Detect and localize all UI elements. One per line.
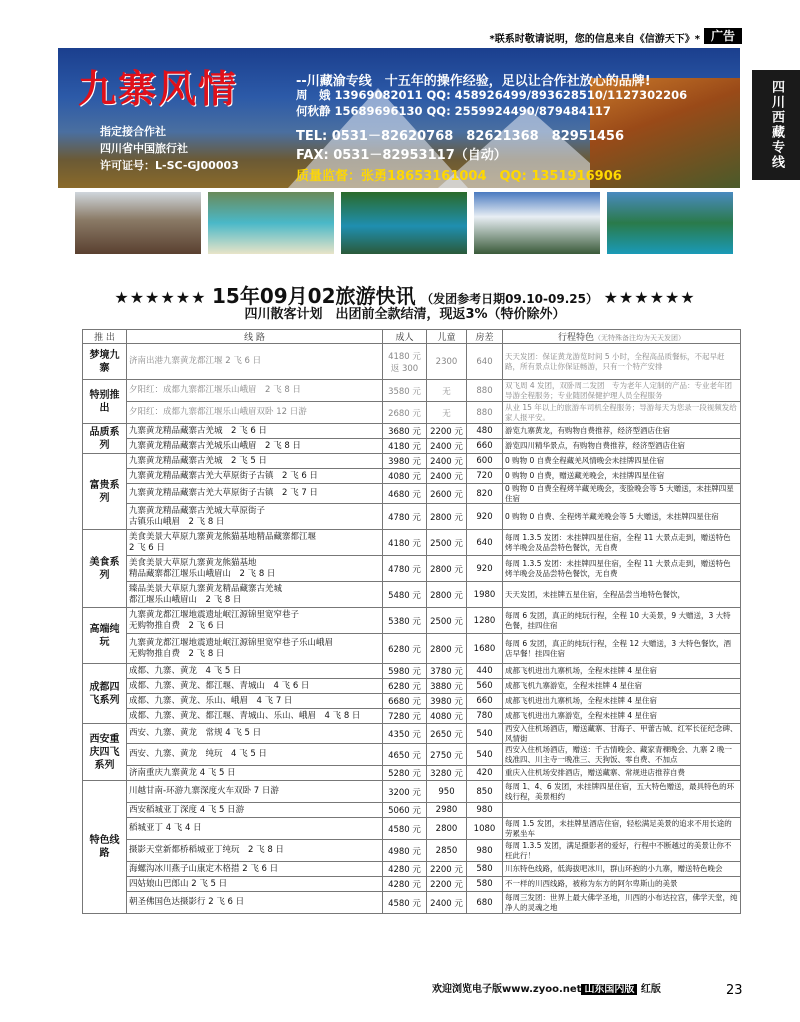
room-diff-cell: 850 [467, 781, 503, 803]
route-cell: 成都、九寨、黄龙 4 飞 5 日 [127, 664, 383, 679]
adult-price-cell: 7280 元 [383, 709, 427, 724]
table-row [83, 679, 741, 694]
category-cell: 成都四飞系列 [83, 664, 127, 724]
room-diff-cell: 480 [467, 424, 503, 439]
adult-price-cell: 5380 元 [383, 608, 427, 634]
feature-cell: 西安入住机场酒店，赠送：千古情晚会、藏家青稞晚会、九寨 2 晚一线准四、川主寺一晚准三、天狗饭、零自费、不加点 [503, 744, 741, 766]
feature-cell: 每周 6 发团，真正的纯玩行程，全程 10 大美景，9 大赠送，3 大特色餐，挂四住宿 [503, 608, 741, 634]
route-cell: 臻品美景大草原九寨黄龙精品藏寨古羌城 都江堰乐山峨眉山 2 飞 8 日 [127, 582, 383, 608]
feature-cell: 成都飞机进出九寨机场，全程未挂牌 4 星住宿 [503, 664, 741, 679]
table-row [83, 781, 741, 803]
child-price-cell: 2800 元 [427, 634, 467, 664]
child-price-cell: 无 [427, 380, 467, 402]
route-cell: 夕阳红：成都九寨都江堰乐山峨眉双卧 12 日游 [127, 402, 383, 424]
child-price-cell: 3880 元 [427, 679, 467, 694]
category-cell: 高端纯玩 [83, 608, 127, 664]
feature-cell: 成都飞机进出九寨游览，全程未挂牌 4 星住宿 [503, 709, 741, 724]
banner-contact-2: 何秋静 15689696130 QQ: 2559924490/879484117 [296, 104, 611, 118]
room-diff-cell: 780 [467, 709, 503, 724]
footer [432, 982, 702, 998]
photo-strip [75, 192, 740, 254]
route-cell: 九寨黄龙精品藏寨古羌城 2 飞 6 日 [127, 424, 383, 439]
category-cell: 美食系列 [83, 530, 127, 608]
brand-logo: 九寨风情 [78, 67, 239, 111]
header-col-feature [503, 330, 741, 344]
room-diff-cell: 420 [467, 766, 503, 781]
feature-cell: 每周 1.3.5 发团，满足摄影者的爱好，行程中不断越过的美景让你不枉此行！ [503, 840, 741, 862]
table-row [83, 380, 741, 402]
feature-cell: 游览四川精华景点，有购物自费推荐，经济型酒店住宿 [503, 439, 741, 454]
room-diff-cell: 880 [467, 380, 503, 402]
feature-cell [503, 803, 741, 818]
child-price-cell: 3980 元 [427, 694, 467, 709]
header-col-route: 线 路 [127, 330, 383, 344]
table-row [83, 424, 741, 439]
feature-cell: 从业 15 年以上的旅游车司机全程服务；导游每天为您录一段视频发给家人报平安。 [503, 402, 741, 424]
room-diff-cell: 920 [467, 556, 503, 582]
banner-sub-2: 四川省中国旅行社 [100, 142, 188, 155]
feature-cell: 每周 1、4、6 发团，未挂牌四星住宿，五大特色赠送，最具特色的环线行程，美景相约 [503, 781, 741, 803]
route-cell: 西安、九寨、黄龙 纯玩 4 飞 5 日 [127, 744, 383, 766]
route-cell: 九寨黄龙都江堰地震遗址岷江源锦里宽窄巷子乐山峨眉 无购物推自费 2 飞 8 日 [127, 634, 383, 664]
route-cell: 九寨黄龙精品藏寨古羌大草原街子古镇 2 飞 7 日 [127, 484, 383, 504]
room-diff-cell: 600 [467, 454, 503, 469]
adult-price-cell: 3200 元 [383, 781, 427, 803]
banner-quality: 质量监督：张勇18653161004 QQ: 1351916906 [296, 169, 622, 184]
table-row [83, 766, 741, 781]
child-price-cell: 2200 元 [427, 424, 467, 439]
child-price-cell: 2300 [427, 344, 467, 380]
adult-price-cell: 3980 元 [383, 454, 427, 469]
table-row [83, 556, 741, 582]
child-price-cell: 2800 元 [427, 582, 467, 608]
feature-cell: 天天发团：保证黄龙游览时间 5 小时，全程高品质餐标，不起早赶路，所有景点让你保证畅游，只有一个特产安排 [503, 344, 741, 380]
stars-right: ★★★★★★ [603, 288, 696, 307]
adult-price-cell: 3680 元 [383, 424, 427, 439]
footer-text: 欢迎浏览电子版www.zyoo.net [432, 984, 582, 995]
adult-price-cell: 4780 元 [383, 556, 427, 582]
child-price-cell: 2400 元 [427, 469, 467, 484]
header-col-diff: 房差 [467, 330, 503, 344]
child-price-cell: 2200 元 [427, 862, 467, 877]
child-price-cell: 3280 元 [427, 766, 467, 781]
adult-price-cell: 5060 元 [383, 803, 427, 818]
table-row [83, 892, 741, 914]
table-row [83, 634, 741, 664]
feature-cell: 0 购物 0 自费全程藏羌风情晚会未挂牌四星住宿 [503, 454, 741, 469]
category-cell: 西安重庆四飞系列 [83, 724, 127, 781]
route-cell: 成都、九寨、黄龙、都江堰、青城山 4 飞 6 日 [127, 679, 383, 694]
headline-title: 15年09月02旅游快讯 [212, 284, 416, 308]
route-cell: 四姑娘山巴郎山 2 飞 5 日 [127, 877, 383, 892]
route-cell: 九寨黄龙精品藏寨古羌城 2 飞 5 日 [127, 454, 383, 469]
header-col-push: 推 出 [83, 330, 127, 344]
room-diff-cell: 980 [467, 803, 503, 818]
adult-price-cell: 6280 元 [383, 634, 427, 664]
photo-pools [208, 192, 334, 254]
ad-tag: 广告 [704, 28, 742, 44]
adult-price-cell: 4080 元 [383, 469, 427, 484]
adult-price-cell: 4280 元 [383, 862, 427, 877]
table-row [83, 664, 741, 679]
room-diff-cell: 1680 [467, 634, 503, 664]
feature-cell: 每周三发团：世界上最大佛学圣地，川西的小布达拉宫，佛学天堂，纯净人的灵魂之地 [503, 892, 741, 914]
feature-cell: 每周 6 发团，真正的纯玩行程，全程 12 大赠送，3 大特色餐饮，酒店早餐！挂四住宿 [503, 634, 741, 664]
adult-price-cell: 4580 元 [383, 892, 427, 914]
category-cell: 梦境九寨 [83, 344, 127, 380]
banner-license: 许可证号：L-SC-GJ00003 [100, 159, 239, 172]
room-diff-cell: 640 [467, 530, 503, 556]
table-row [83, 582, 741, 608]
table-row [83, 439, 741, 454]
feature-cell: 西安入住机场酒店，赠送藏寨、甘海子、甲蕾古城、红军长征纪念碑、风情街 [503, 724, 741, 744]
adult-price-cell: 4650 元 [383, 744, 427, 766]
adult-price-cell: 4180 元 [383, 439, 427, 454]
table-row [83, 484, 741, 504]
stars-left: ★★★★★★ [114, 288, 207, 307]
room-diff-cell: 1980 [467, 582, 503, 608]
feature-cell: 0 购物 0 自费，赠送藏羌晚会，未挂牌四星住宿 [503, 469, 741, 484]
route-cell: 成都、九寨、黄龙、乐山、峨眉 4 飞 7 日 [127, 694, 383, 709]
adult-price-cell: 4350 元 [383, 724, 427, 744]
page-number: 23 [726, 983, 743, 998]
child-price-cell: 2850 [427, 840, 467, 862]
banner-contact-1: 周 娥 13969082011 QQ: 458926499/893628510/1127302206 [296, 88, 688, 102]
route-cell: 美食美景大草原九寨黄龙熊猫基地精品藏寨都江堰 2 飞 6 日 [127, 530, 383, 556]
category-cell: 特别推出 [83, 380, 127, 424]
adult-price-cell: 4680 元 [383, 484, 427, 504]
route-cell: 九寨黄龙精品藏寨古羌大草原街子古镇 2 飞 6 日 [127, 469, 383, 484]
room-diff-cell: 580 [467, 862, 503, 877]
photo-forest-lake [607, 192, 733, 254]
room-diff-cell: 680 [467, 892, 503, 914]
child-price-cell: 2800 元 [427, 504, 467, 530]
header-col-child: 儿童 [427, 330, 467, 344]
adult-price-cell: 3580 元 [383, 380, 427, 402]
room-diff-cell: 660 [467, 694, 503, 709]
adult-price-cell: 4280 元 [383, 877, 427, 892]
child-price-cell: 950 [427, 781, 467, 803]
table-row [83, 877, 741, 892]
feature-cell: 游览九寨黄龙，有购物自费推荐，经济型酒店住宿 [503, 424, 741, 439]
route-cell: 西安稻城亚丁深度 4 飞 5 日游 [127, 803, 383, 818]
room-diff-cell: 920 [467, 504, 503, 530]
feature-cell: 天天发团，未挂牌五星住宿，全程品尝当地特色餐饮， [503, 582, 741, 608]
route-cell: 济南重庆九寨黄龙 4 飞 5 日 [127, 766, 383, 781]
category-cell: 特色线路 [83, 781, 127, 914]
child-price-cell: 2500 元 [427, 530, 467, 556]
table-row [83, 454, 741, 469]
child-price-cell: 无 [427, 402, 467, 424]
adult-price-cell: 2680 元 [383, 402, 427, 424]
route-cell: 稻城亚丁 4 飞 4 日 [127, 818, 383, 840]
route-cell: 九寨黄龙精品藏寨古羌城乐山峨眉 2 飞 8 日 [127, 439, 383, 454]
table-row [83, 709, 741, 724]
room-diff-cell: 640 [467, 344, 503, 380]
table-row [83, 469, 741, 484]
feature-cell: 0 购物 0 自费全程烤羊藏羌晚会，变脸晚会等 5 大赠送，未挂牌四星住宿 [503, 484, 741, 504]
banner-tel: TEL: 0531－82620768 82621368 82951456 [296, 129, 625, 144]
child-price-cell: 2400 元 [427, 892, 467, 914]
adult-price-cell: 4980 元 [383, 840, 427, 862]
room-diff-cell: 1080 [467, 818, 503, 840]
adult-price-cell: 5980 元 [383, 664, 427, 679]
table-row [83, 744, 741, 766]
child-price-cell: 2200 元 [427, 877, 467, 892]
adult-price-cell: 4180 元 [383, 530, 427, 556]
footer-edition: 山东国内版 [581, 984, 637, 995]
room-diff-cell: 540 [467, 724, 503, 744]
route-cell: 美食美景大草原九寨黄龙熊猫基地 精品藏寨都江堰乐山峨眉山 2 飞 8 日 [127, 556, 383, 582]
route-cell: 摄影天堂新都桥稻城亚丁纯玩 2 飞 8 日 [127, 840, 383, 862]
route-cell: 九寨黄龙都江堰地震遗址岷江源锦里宽窄巷子 无购物推自费 2 飞 6 日 [127, 608, 383, 634]
category-cell: 富贵系列 [83, 454, 127, 530]
child-price-cell: 2400 元 [427, 439, 467, 454]
route-cell: 川越甘南-环游九寨深度火车双卧 7 日游 [127, 781, 383, 803]
room-diff-cell: 720 [467, 469, 503, 484]
child-price-cell: 2500 元 [427, 608, 467, 634]
feature-cell: 川东特色线路，低海拔吧冰川，群山环抱的小九寨，赠送特色晚会 [503, 862, 741, 877]
photo-lake [341, 192, 467, 254]
top-note: *联系时敬请说明，您的信息来自《信游天下》* [489, 34, 700, 45]
feature-cell: 重庆入住机场安排酒店，赠送藏寨、常规进店推荐自费 [503, 766, 741, 781]
feature-cell: 成都飞机进出九寨机场，全程未挂牌 4 星住宿 [503, 694, 741, 709]
adult-price-cell: 4580 元 [383, 818, 427, 840]
child-price-cell: 2800 元 [427, 556, 467, 582]
feature-cell: 0 购物 0 自费、全程烤羊藏羌晚会等 5 大赠送，未挂牌四星住宿 [503, 504, 741, 530]
adult-price-cell: 4180 元 返 300 [383, 344, 427, 380]
table-row [83, 504, 741, 530]
adult-price-cell: 5480 元 [383, 582, 427, 608]
adult-price-cell: 4780 元 [383, 504, 427, 530]
room-diff-cell: 820 [467, 484, 503, 504]
room-diff-cell: 580 [467, 877, 503, 892]
footer-red: 红版 [640, 984, 661, 995]
feature-cell: 成都飞机九寨游览，全程未挂牌 4 星住宿 [503, 679, 741, 694]
route-cell: 成都、九寨、黄龙、都江堰、青城山、乐山、峨眉 4 飞 8 日 [127, 709, 383, 724]
route-cell: 朝圣佛国色达摄影行 2 飞 6 日 [127, 892, 383, 914]
feature-cell: 不一样的川西线路，被称为东方的阿尔卑斯山的美景 [503, 877, 741, 892]
banner-slogan: --川藏渝专线 十五年的操作经验，足以让合作社放心的品牌! [296, 74, 651, 89]
header-feature-note: （无特殊备注均为天天发团） [594, 334, 685, 342]
table-row [83, 818, 741, 840]
table-header-row [83, 330, 741, 344]
feature-cell: 双飞周 4 发团，双卧周二发团 专为老年人定制的产品：专业老年团导游全程服务；专业随团保健护理人员全程服务 [503, 380, 741, 402]
room-diff-cell: 980 [467, 840, 503, 862]
header-feature-label: 行程特色 [557, 333, 594, 343]
banner-sub-1: 指定接合作社 [100, 125, 166, 138]
route-cell: 夕阳红：成都九寨都江堰乐山峨眉 2 飞 8 日 [127, 380, 383, 402]
route-cell: 九寨黄龙精品藏寨古羌城大草原街子 古镇乐山峨眉 2 飞 8 日 [127, 504, 383, 530]
child-price-cell: 2800 [427, 818, 467, 840]
subheadline: 四川散客计划 出团前全款结清，现返3%（特价除外） [244, 307, 566, 322]
tour-table [82, 329, 741, 914]
child-price-cell: 2600 元 [427, 484, 467, 504]
room-diff-cell: 1280 [467, 608, 503, 634]
feature-cell: 每周 1.3.5 发团：未挂牌四星住宿，全程 11 大景点走到，赠送特色烤羊晚会及品尝特色餐饮，无自费 [503, 530, 741, 556]
child-price-cell: 3780 元 [427, 664, 467, 679]
header-col-adult: 成人 [383, 330, 427, 344]
child-price-cell: 2650 元 [427, 724, 467, 744]
table-row [83, 530, 741, 556]
room-diff-cell: 660 [467, 439, 503, 454]
table-row [83, 694, 741, 709]
headline-ref: （发团参考日期09.10-09.25） [421, 292, 598, 306]
banner [58, 48, 740, 188]
adult-price-cell: 5280 元 [383, 766, 427, 781]
table-row [83, 608, 741, 634]
table-row [83, 803, 741, 818]
child-price-cell: 2400 元 [427, 454, 467, 469]
child-price-cell: 2750 元 [427, 744, 467, 766]
banner-fax: FAX: 0531－82953117（自动） [296, 148, 507, 163]
photo-snow-mountain [474, 192, 600, 254]
route-cell: 济南出港九寨黄龙都江堰 2 飞 6 日 [127, 344, 383, 380]
room-diff-cell: 440 [467, 664, 503, 679]
route-cell: 西安、九寨、黄龙 常规 4 飞 5 日 [127, 724, 383, 744]
table-row [83, 840, 741, 862]
table-row [83, 344, 741, 380]
adult-price-cell: 6280 元 [383, 679, 427, 694]
table-row [83, 724, 741, 744]
room-diff-cell: 560 [467, 679, 503, 694]
route-cell: 海螺沟冰川燕子山康定木格措 2 飞 6 日 [127, 862, 383, 877]
feature-cell: 每周 1.3.5 发团：未挂牌四星住宿，全程 11 大景点走到，赠送特色烤羊晚会及品尝特色餐饮，无自费 [503, 556, 741, 582]
room-diff-cell: 880 [467, 402, 503, 424]
table-row [83, 862, 741, 877]
side-tab: 四川西藏专线 [752, 70, 800, 180]
child-price-cell: 4080 元 [427, 709, 467, 724]
photo-village [75, 192, 201, 254]
adult-price-cell: 6680 元 [383, 694, 427, 709]
child-price-cell: 2980 [427, 803, 467, 818]
feature-cell: 每周 1.5 发团，未挂牌星酒店住宿，轻松满足美景的追求不用长途的劳累坐车 [503, 818, 741, 840]
table-row [83, 402, 741, 424]
room-diff-cell: 540 [467, 744, 503, 766]
category-cell: 品质系列 [83, 424, 127, 454]
